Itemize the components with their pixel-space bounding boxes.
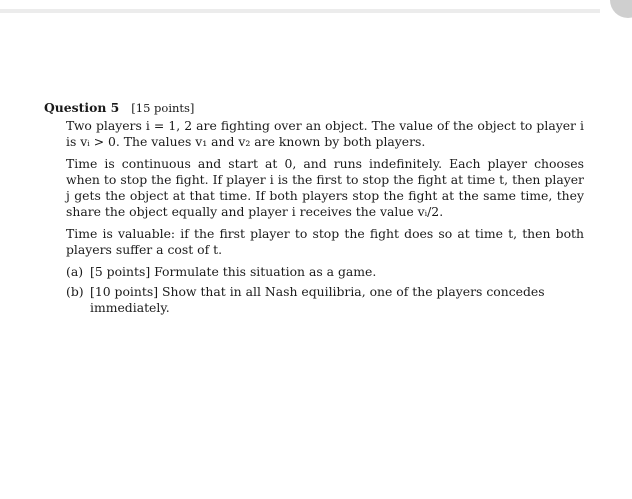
question-body [66, 118, 584, 316]
part-b-label: (b) [66, 284, 84, 299]
question-header [44, 100, 584, 116]
part-a [66, 264, 584, 280]
toolbar-divider [0, 9, 600, 13]
paragraph-cost: Time is valuable: if the first player to stop the fight does so at time t, then both players suffer a cost of t. [66, 226, 584, 257]
top-toolbar [0, 0, 632, 18]
paragraph-setup: Two players i = 1, 2 are fighting over an object. The value of the object to player i is vᵢ > 0. The values v₁ and v₂ are known by both players. [66, 118, 584, 149]
part-a-label: (a) [66, 264, 84, 279]
part-b [66, 284, 584, 316]
part-b-text: [10 points] Show that in all Nash equilibria, one of the players concedes immediately. [90, 284, 545, 315]
part-a-text: [5 points] Formulate this situation as a game. [90, 264, 377, 279]
question-points: [15 points] [131, 101, 195, 115]
question-block [44, 100, 584, 316]
paragraph-rules: Time is continuous and start at 0, and runs indefinitely. Each player chooses when to stop the fight. If player i is the first to stop the fight at time t, then player j gets the object at that time. If both players stop the fight at the same time, they share the object equally and player i receives the value vᵢ/2. [66, 156, 584, 219]
question-title: Question 5 [44, 100, 120, 115]
